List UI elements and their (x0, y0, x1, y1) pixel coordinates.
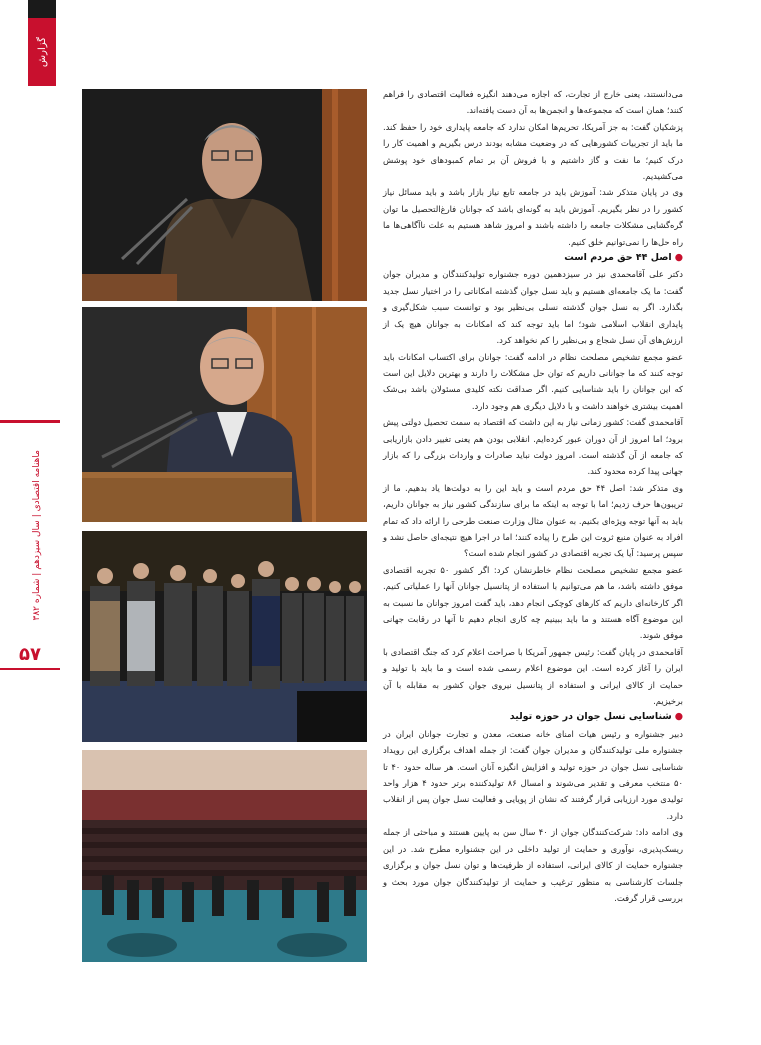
section-heading-1-text: اصل ۴۴ حق مردم است (564, 252, 672, 264)
article-paragraph: وی متذکر شد: اصل ۴۴ حق مردم است و باید این را به دولت‌ها یاد بدهیم. ما از تریبون‌ها حرف زدیم؛ اما با توجه به اینکه ما برای سازندگی کشور نیاز به جوانان داریم، باید به آنها توجه ویژه‌ای بکنیم. به عنوان مثال وزارت صنعت طرحی را ارائه داد که تمام افراد به عنوان منبع ثروت این طرح را پیاده کنند؛ اما در اجرا هیچ نتیجه‌ای حاصل نشد و سپس پرسید: آیا یک تجربه اقتصادی در کشور انجام شده است؟ (383, 482, 683, 559)
article-paragraph: عضو مجمع تشخیص مصلحت نظام خاطرنشان کرد: اگر کشور ۵۰ تجربه اقتصادی موفق داشته باشد، ما هم می‌توانیم با استفاده از پتانسیل جوانان آنها را عملیاتی کنیم. اگر کارخانه‌ای داریم که کارهای کوچکی انجام دهد، باید گفت امروز جوانان ما نسبت به این موضوع آگاه هستند و ما باید ببینیم چه کاری انجام دهیم تا آنها در رقابت جهانی موفق شوند. (383, 564, 683, 641)
section-heading-2 (383, 709, 683, 725)
article-paragraph: دبیر جشنواره و رئیس هیات امنای خانه صنعت، معدن و تجارت جوانان ایران در جشنواره ملی تولیدکنندگان و مدیران جوان گفت: از جمله اهداف برگزاری این رویداد شناسایی نسل جوان در حوزه تولید و افزایش انگیزه آنان است. هر ساله حدود ۴۰ تا ۵۰ منتخب معرفی و تقدیر می‌شوند و امسال ۸۶ تولیدکننده برتر حدود ۴ هزار واحد تولیدی مورد ارزیابی قرار گرفتند که نشان از پویایی و فعالیت نسل جوان پس از انقلاب دارد. (383, 728, 684, 821)
article-paragraph: وی ادامه داد: شرکت‌کنندگان جوان از ۴۰ سال سن به پایین هستند و مباحثی از جمله ریسک‌پذیری، نوآوری و حمایت از تولید داخلی در این جشنواره مطرح شد. در این جشنواره حمایت از کالای ایرانی، استفاده از ظرفیت‌ها و توان نسل جوان و برگزاری جلسات کارشناسی به منظور ترغیب و حمایت از تولیدکنندگان جوان مورد بحث و بررسی قرار گرفت. (383, 827, 683, 903)
photo-speaker-1 (82, 89, 367, 301)
sidebar-issue-text: ماهنامه اقتصادی | سال سیزدهم | شماره ۳۸۲ (32, 449, 42, 621)
article-paragraph: آقامحمدی در پایان گفت: رئیس جمهور آمریکا با صراحت اعلام کرد که جنگ اقتصادی با ایران را آغاز کرده است. این موضوع اعلام رسمی شده است و ما باید با تولید و حمایت از کالای ایرانی و استفاده از پتانسیل نیروی جوان کشور به مقابله با آن برخیزیم. (383, 646, 683, 707)
section-tab (28, 18, 56, 86)
photo-group-stage-image (82, 531, 367, 742)
section-heading-1 (383, 250, 683, 266)
page-number (0, 640, 60, 668)
article-paragraph: پزشکیان گفت: به جز آمریکا، تحریم‌ها امکان ندارد که جامعه پایداری خود را حفظ کند. ما باید از تجربیات کشورهایی که در وضعیت مشابه بودند درس بگیریم و اهمیت کار را درک کنیم؛ ما نفت و گاز داشتیم و با فروش آن بر تمام کمبودهای خود پوشش می‌کشیدیم. (383, 121, 683, 182)
section-heading-2-text: شناسایی نسل جوان در حوزه تولید (509, 711, 672, 723)
photo-speaker-1-image (82, 89, 367, 301)
article-body (383, 86, 683, 966)
article-paragraph: می‌دانستند، یعنی خارج از تجارت، که اجازه می‌دهند انگیزه فعالیت اقتصادی را فراهم کنند؛ همان است که مجموعه‌ها و انجمن‌ها به آن دست یافته‌اند. (383, 89, 683, 116)
bullet-icon: ● (674, 711, 683, 723)
header-bar (28, 0, 56, 18)
article-paragraph: عضو مجمع تشخیص مصلحت نظام در ادامه گفت: جوانان برای اکتساب امکانات باید توجه کنند که ما جوانانی داریم که توان حل مشکلات را دارند و بهترین دلایل این است که این جوانان را باید شناسایی کنیم. اگر صداقت نکته کلیدی مسئولان باشد بی‌شک اهمیت بیشتری خواهند داشت و با دلایل دیگری هم وجود دارد. (383, 351, 683, 411)
photo-audience-hall-image (82, 750, 367, 962)
article-paragraph: وی در پایان متذکر شد: آموزش باید در جامعه تابع نیاز بازار باشد و باید مسائل نیاز کشور را در نظر بگیریم. آموزش باید به گونه‌ای باشد که جوانان فارغ‌التحصیل ما توان گره‌گشایی مشکلات جامعه را داشته باشند و امروز شاهد هستیم به علت ناآگاهی‌ها ما راه حل‌ها را نمی‌توانیم خلق کنیم. (383, 187, 683, 247)
photo-audience-hall (82, 750, 367, 962)
article-paragraph: دکتر علی آقامحمدی نیز در سیزدهمین دوره جشنواره تولیدکنندگان و مدیران جوان گفت: ما یک جامعه‌ای هستیم و باید نسل جوان گذشته امکاناتی را در اختیار نسل جدید بگذارد. اگر به نسل جوان گذشته نسلی بی‌نظیر بود و توانست سبب شکل‌گیری و پایداری انقلاب اسلامی شود؛ اما باید توجه کند که امکانات به جوانان هیچ یک از ارزش‌های آن نسل شجاع و بی‌نظیر را کم نخواهد کرد. (383, 269, 683, 346)
section-label: گزارش (36, 36, 48, 68)
photo-speaker-2 (82, 307, 367, 522)
page-number-rule (0, 668, 60, 670)
sidebar-issue-info (30, 430, 44, 640)
photo-speaker-2-image (82, 307, 367, 522)
sidebar-rule (0, 420, 60, 423)
page-number-text: ۵۷ (19, 643, 41, 665)
photo-group-stage (82, 531, 367, 742)
article-paragraph: آقامحمدی گفت: کشور زمانی نیاز به این داشت که اقتصاد به سمت تحصیل دولتی پیش برود؛ اما امروز از آن دوران عبور کرده‌ایم. انقلابی بودن هم یعنی تغییر دادن بازاریابی که جامعه از آن گذشته است. امروز دولت نباید صادرات و واردات بزرگی را که بازار جهانی پیدا کرده محدود کند. (383, 417, 683, 477)
bullet-icon: ● (674, 252, 683, 264)
